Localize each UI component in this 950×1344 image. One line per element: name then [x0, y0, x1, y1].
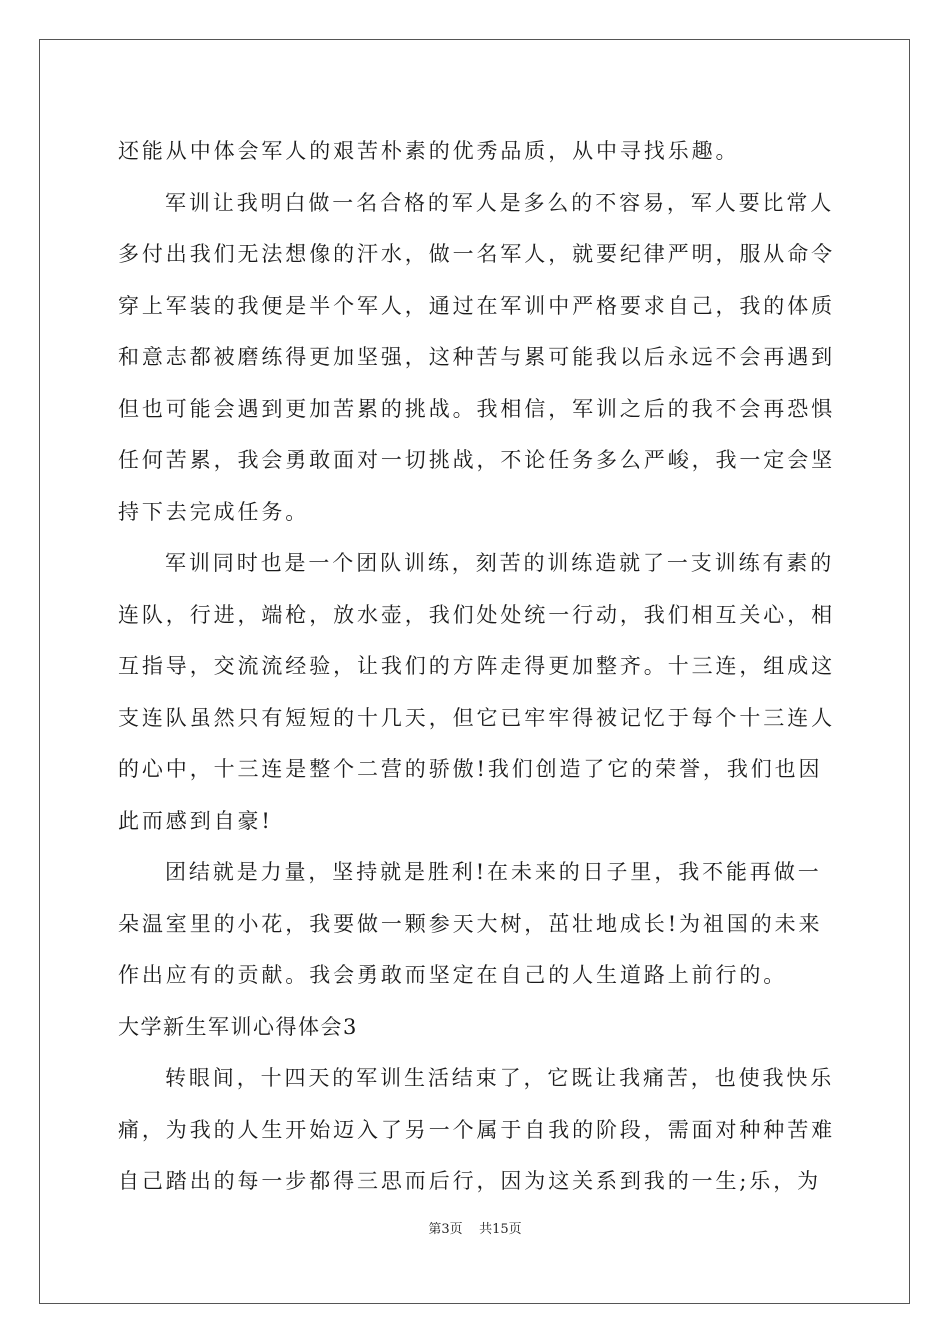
- paragraph-start-line: 军训同时也是一个团队训练，刻苦的训练造就了一支训练有素的: [165, 551, 835, 575]
- page-footer: [0, 1218, 950, 1237]
- text-line: 多付出我们无法想像的汗水，做一名军人，就要纪律严明，服从命令: [118, 242, 835, 266]
- text-line: 和意志都被磨练得更加坚强，这种苦与累可能我以后永远不会再遇到: [118, 345, 835, 369]
- document-body: [118, 126, 838, 1208]
- paragraph-start-line: 团结就是力量，坚持就是胜利!在未来的日子里，我不能再做一: [165, 860, 822, 884]
- text-line: 互指导，交流流经验，让我们的方阵走得更加整齐。十三连，组成这: [118, 654, 835, 678]
- paragraph-start-line: 军训让我明白做一名合格的军人是多么的不容易，军人要比常人: [165, 190, 835, 215]
- text-line: 此而感到自豪!: [118, 808, 273, 833]
- text-line: 连队，行进，端枪，放水壶，我们处处统一行动，我们相互关心，相: [118, 602, 835, 627]
- text-line: 的心中，十三连是整个二营的骄傲!我们创造了它的荣誉，我们也因: [118, 757, 823, 781]
- page-number: 第3页: [428, 1222, 463, 1237]
- text-line: 作出应有的贡献。我会勇敢而坚定在自己的人生道路上前行的。: [118, 963, 788, 987]
- paragraph-start-line: 转眼间，十四天的军训生活结束了，它既让我痛苦，也使我快乐: [165, 1066, 835, 1090]
- text-line: 痛，为我的人生开始迈入了另一个属于自我的阶段，需面对种种苦难: [118, 1117, 835, 1142]
- text-line: 但也可能会遇到更加苦累的挑战。我相信，军训之后的我不会再恐惧: [118, 396, 835, 421]
- text-line: 穿上军装的我便是半个军人，通过在军训中严格要求自己，我的体质: [118, 293, 835, 318]
- text-line: 朵温室里的小花，我要做一颗参天大树，茁壮地成长!为祖国的未来: [118, 911, 823, 936]
- page-total: 共15页: [479, 1222, 522, 1237]
- text-line: 任何苦累，我会勇敢面对一切挑战，不论任务多么严峻，我一定会坚: [118, 448, 835, 472]
- text-line: 还能从中体会军人的艰苦朴素的优秀品质，从中寻找乐趣。: [118, 139, 740, 163]
- text-line: 持下去完成任务。: [118, 499, 310, 524]
- text-line: 自己踏出的每一步都得三思而后行，因为这关系到我的一生;乐，为: [118, 1169, 822, 1193]
- section-heading: 大学新生军训心得体会3: [118, 1014, 358, 1039]
- text-line: 支连队虽然只有短短的十几天，但它已牢牢得被记忆于每个十三连人: [118, 705, 835, 730]
